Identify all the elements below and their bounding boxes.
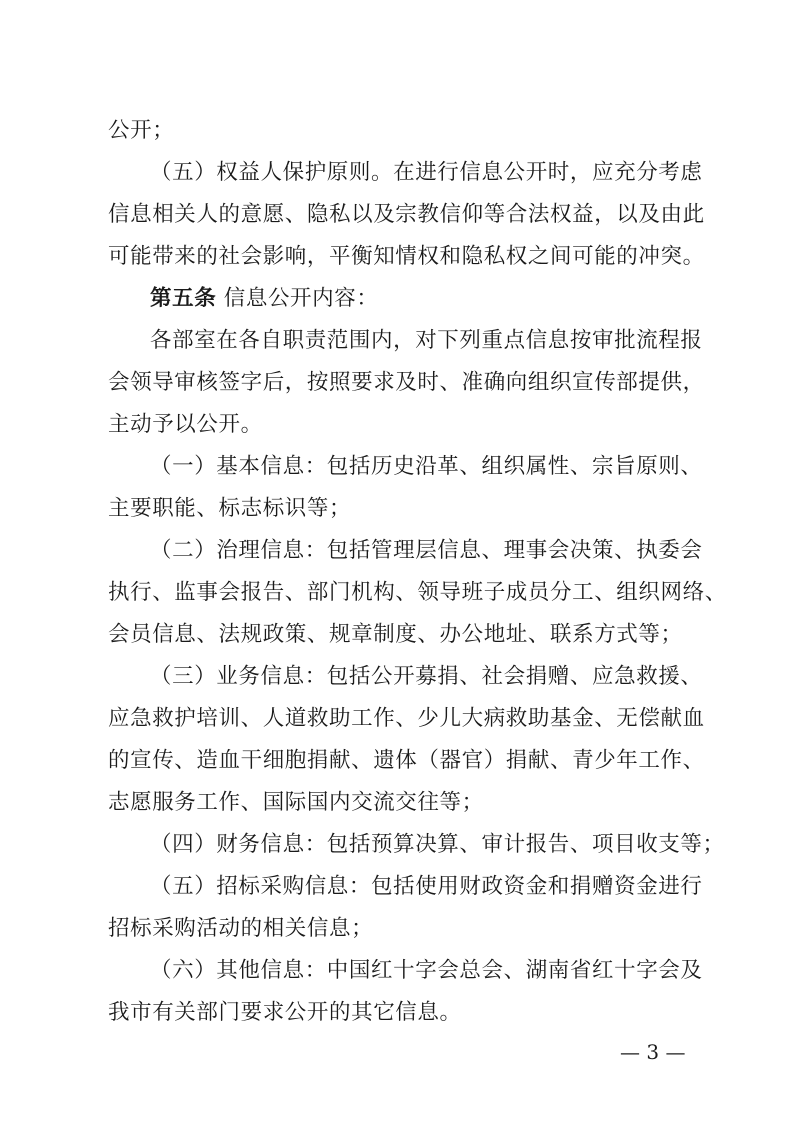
text-line-11: 执行、监事会报告、部门机构、领导班子成员分工、组织网络、 [108, 580, 727, 605]
text-line-7: 主动予以公开。 [108, 412, 263, 437]
text-line-13: （三）业务信息：包括公开募捐、社会捐赠、应急救援、 [150, 664, 703, 689]
text-line-12: 会员信息、法规政策、规章制度、办公地址、联系方式等； [108, 622, 683, 647]
text-line-4: 可能带来的社会影响，平衡知情权和隐私权之间可能的冲突。 [108, 244, 705, 269]
text-line-19: 招标采购活动的相关信息； [108, 916, 374, 941]
text-line-6: 会领导审核签字后，按照要求及时、准确向组织宣传部提供， [108, 370, 705, 395]
text-line-20: （六）其他信息：中国红十字会总会、湖南省红十字会及 [150, 958, 703, 983]
text-line-8: （一）基本信息：包括历史沿革、组织属性、宗旨原则、 [150, 454, 703, 479]
text-line-18: （五）招标采购信息：包括使用财政资金和捐赠资金进行 [150, 874, 703, 899]
text-line-16: 志愿服务工作、国际国内交流交往等； [108, 790, 484, 815]
text-line-1: 公开； [108, 118, 175, 143]
text-line-9: 主要职能、标志标识等； [108, 496, 352, 521]
text-line-21: 我市有关部门要求公开的其它信息。 [108, 1000, 462, 1025]
text-line-15: 的宣传、造血干细胞捐献、遗体（器官）捐献、青少年工作、 [108, 748, 705, 773]
article-number: 第五条 [150, 286, 217, 311]
page-number: — 3 — [620, 1040, 686, 1064]
text-line-5: 各部室在各自职责范围内，对下列重点信息按审批流程报 [150, 328, 703, 353]
text-line-2: （五）权益人保护原则。在进行信息公开时，应充分考虑 [150, 160, 703, 185]
article-five-heading [150, 284, 740, 314]
text-line-14: 应急救护培训、人道救助工作、少儿大病救助基金、无偿献血 [108, 706, 705, 731]
text-line-3: 信息相关人的意愿、隐私以及宗教信仰等合法权益，以及由此 [108, 202, 705, 227]
text-line-17: （四）财务信息：包括预算决算、审计报告、项目收支等； [150, 832, 725, 857]
article-title: 信息公开内容： [223, 286, 379, 311]
text-line-10: （二）治理信息：包括管理层信息、理事会决策、执委会 [150, 538, 703, 563]
